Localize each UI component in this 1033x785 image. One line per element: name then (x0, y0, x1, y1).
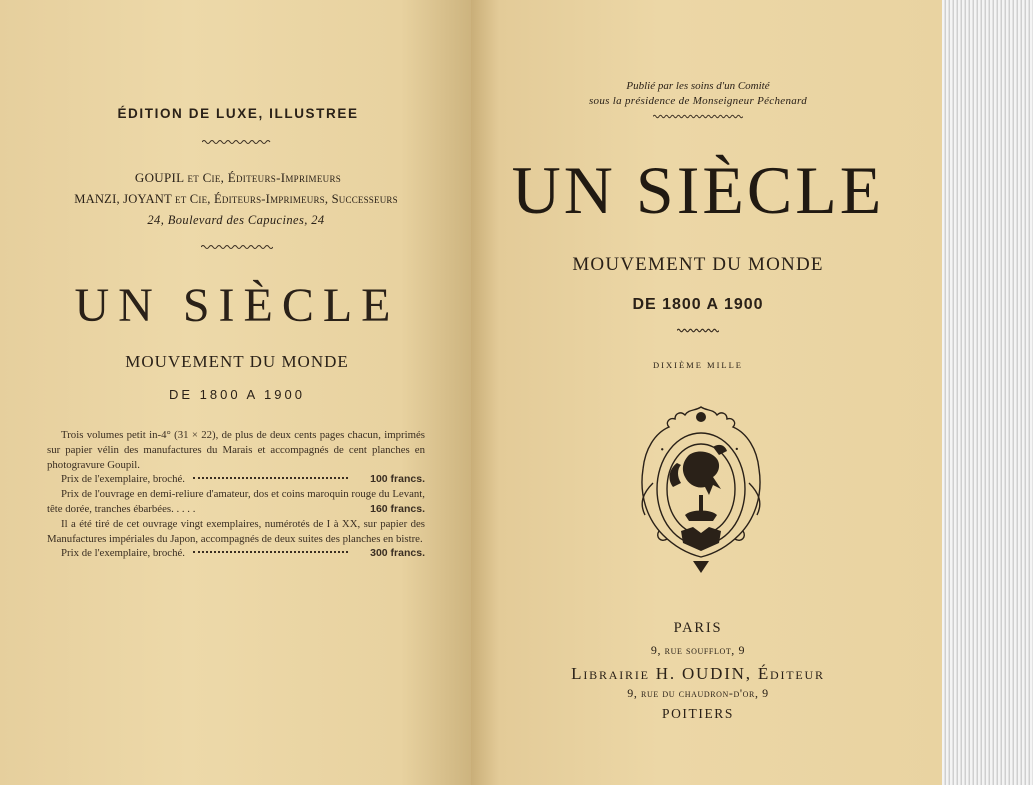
city-paris: PARIS (673, 620, 723, 636)
wavy-rule-ornament (202, 139, 272, 145)
description-paragraph: Trois volumes petit in-4° (31 × 22), de plus de deux cents pages chacun, imprimés sur papier vélin des manufactures du Marais et accompagnés de cent planches en photogravure Goupil. (47, 429, 425, 471)
pelican-crest-emblem (633, 403, 769, 577)
left-dates: DE 1800 A 1900 (169, 387, 305, 402)
binding-text: Prix de l'ouvrage en demi-reliure d'amateur, dos et coins maroquin rouge du Levant, tête dorée, tranches ébarbées. (47, 488, 425, 515)
publisher-address: 24, Boulevard des Capucines, 24 (147, 213, 325, 227)
edition-number: DIXIÈME MILLE (653, 360, 743, 370)
description-block (47, 428, 425, 561)
binding-paragraph (47, 487, 425, 517)
publisher-goupil: GOUPIL et Cie, Éditeurs-Imprimeurs (134, 170, 342, 185)
viewer-margin-strip (942, 0, 1033, 785)
address-paris: 9, rue soufflot, 9 (650, 643, 746, 657)
leader-dots-short: . . . . (176, 502, 196, 515)
main-dates: DE 1800 A 1900 (632, 296, 764, 313)
main-subtitle: MOUVEMENT DU MONDE (572, 254, 824, 275)
left-title: UN SIÈCLE (74, 279, 400, 332)
price-value: 100 francs. (370, 473, 425, 486)
committee-line-2: sous la présidence de Monseigneur Péchenard (588, 95, 808, 107)
wavy-rule-ornament (677, 328, 719, 333)
city-poitiers: POITIERS (661, 706, 735, 721)
leader-dots (193, 477, 348, 479)
left-page (0, 0, 471, 785)
svg-text:•: • (657, 444, 668, 455)
price-label: Prix de l'exemplaire, broché. (61, 547, 185, 560)
publisher-oudin: Librairie H. OUDIN, Éditeur (571, 664, 825, 683)
committee-line-1: Publié par les soins d'un Comité (626, 80, 770, 92)
edition-label: ÉDITION DE LUXE, ILLUSTREE (117, 106, 359, 121)
publisher-manzi: MANZI, JOYANT et Cie, Éditeurs-Imprimeurs, Successeurs (74, 192, 398, 206)
wavy-rule-ornament (201, 244, 273, 250)
price-label: Prix de l'exemplaire, broché. (61, 473, 185, 486)
wavy-rule-ornament (653, 114, 743, 119)
price-value: 300 francs. (370, 547, 425, 560)
main-title: UN SIÈCLE (511, 152, 885, 228)
address-poitiers: 9, rue du chaudron-d'or, 9 (627, 686, 769, 700)
right-page (471, 0, 942, 785)
price-value-binding: 160 francs. (370, 502, 425, 515)
left-subtitle: MOUVEMENT DU MONDE (125, 352, 349, 371)
price-line-japan (47, 546, 425, 561)
svg-text:•: • (731, 444, 742, 454)
price-line-broche (47, 472, 425, 487)
japan-paper-paragraph: Il a été tiré de cet ouvrage vingt exemplaires, numérotés de I à XX, sur papier des Manufactures impériales du Japon, accompagnés de deux suites des planches en bistre. (47, 517, 425, 545)
leader-dots (193, 551, 348, 553)
